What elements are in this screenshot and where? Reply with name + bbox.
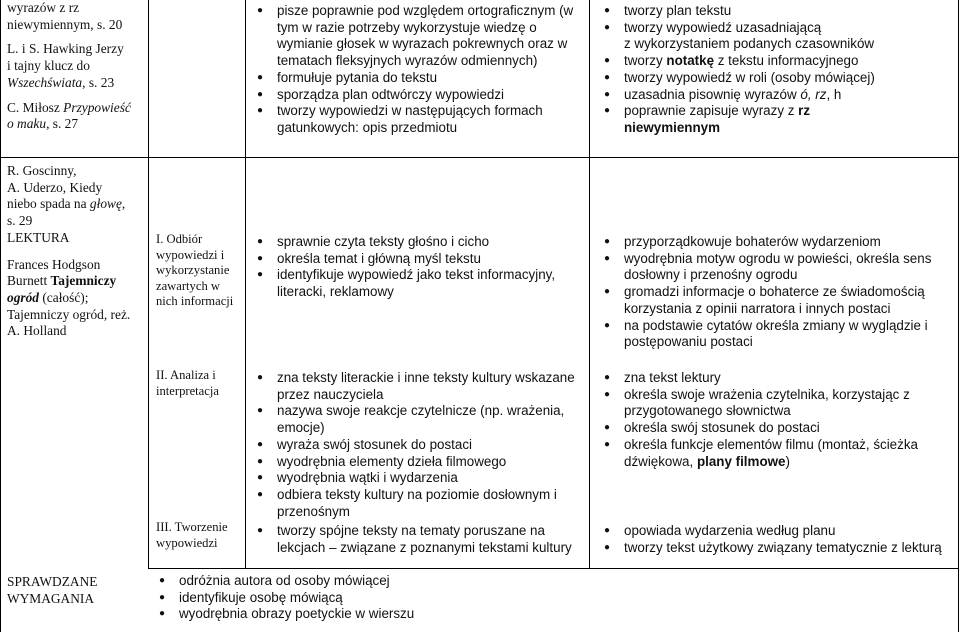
- list-item: ● zna teksty literackie i inne teksty kultury wskazane przez nauczyciela: [253, 370, 583, 403]
- bullet-list: [600, 3, 955, 137]
- text-line: R. Goscinny,: [7, 163, 77, 178]
- list-item: ● na podstawie cytatów określa zmiany w wyglądzie i postępowaniu postaci: [600, 318, 955, 351]
- list-item: ● wyodrębnia obrazy poetyckie w wierszu: [155, 606, 575, 623]
- section-analiza: [156, 368, 242, 399]
- list-item: ● identyfikuje osobę mówiącą: [155, 590, 575, 607]
- list-item: ● identyfikuje wypowiedź jako tekst informacyjny, literacki, reklamowy: [253, 267, 583, 300]
- lektura-heading: LEKTURA: [7, 229, 70, 245]
- list-item: ● odróżnia autora od osoby mówiącej: [155, 573, 575, 590]
- item-text: uzasadnia pisownię wyrazów: [624, 86, 801, 102]
- item-bold: plany filmowe: [696, 453, 786, 469]
- item-italic: ó, rz: [800, 86, 827, 102]
- row2-skills-analiza: [253, 370, 583, 520]
- list-item: ● wyodrębnia motyw ogrodu w powieści, określa sens dosłowny i przenośny ogrodu: [600, 251, 955, 284]
- text-line: SPRAWDZANE: [7, 574, 98, 589]
- list-item: [600, 20, 955, 53]
- list-item: [600, 87, 955, 104]
- author: C. Miłosz: [7, 99, 64, 115]
- list-item: ● tworzy spójne teksty na tematy poruszane na lekcjach – związane z poznanymi tekstami kultury: [253, 523, 583, 556]
- text-line: [7, 196, 145, 213]
- item-text: poprawnie zapisuje wyrazy z: [624, 103, 799, 119]
- item-text: określa funkcje elementów filmu (montaż, ścieżka dźwiękowa,: [624, 436, 918, 469]
- section-odbior: [156, 232, 242, 310]
- text-line: L. i S. Hawking Jerzy: [7, 41, 124, 57]
- item-text: niebo spada na: [7, 196, 90, 212]
- bullet-list: [600, 523, 955, 556]
- item-text: (całość);: [39, 289, 89, 305]
- book-title: głowę: [89, 196, 122, 212]
- text-line: Tajemniczy ogród, reż.: [7, 306, 131, 322]
- book-title: Tajemniczy: [50, 273, 117, 289]
- section-label: II. Analiza i interpretacja: [156, 368, 219, 398]
- list-item: ● przyporządkowuje bohaterów wydarzeniom: [600, 234, 955, 251]
- book-title: Wszechświata: [7, 74, 83, 90]
- bullet-list: [253, 523, 583, 556]
- text-line: s. 29: [7, 213, 33, 229]
- row2-skills-odbior: [253, 234, 583, 301]
- list-item: ● sprawnie czyta teksty głośno i cicho: [253, 234, 583, 251]
- text-line: wyrazów z rz: [7, 0, 80, 15]
- table-border-left: [0, 0, 1, 632]
- section-label: III. Tworzenie wypowiedzi: [156, 520, 228, 550]
- list-item: ● tworzy tekst użytkowy związany tematycznie z lekturą: [600, 540, 955, 557]
- item-bold: rz: [798, 103, 811, 119]
- row1-goals-list: [600, 3, 955, 137]
- item-text: ): [785, 453, 790, 469]
- list-item: ● określa swój stosunek do postaci: [600, 420, 955, 437]
- list-item: ● tworzy wypowiedź w roli (osoby mówiącej): [600, 70, 955, 87]
- list-item: ● nazywa swoje reakcje czytelnicze (np. wrażenia, emocje): [253, 403, 583, 436]
- book-title: ogród: [7, 289, 39, 305]
- text-line: [7, 75, 145, 92]
- list-item: [600, 103, 955, 136]
- text-line: A. Holland: [7, 323, 67, 339]
- list-item: ● wyraża swój stosunek do postaci: [253, 437, 583, 454]
- list-item: ● wyodrębnia elementy dzieła filmowego: [253, 454, 583, 471]
- required-skills: [155, 573, 575, 623]
- list-item: ● formułuje pytania do tekstu: [253, 70, 583, 87]
- item-text: z wykorzystaniem podanych czasowników: [624, 36, 875, 52]
- list-item: ● opowiada wydarzenia według planu: [600, 523, 955, 540]
- section-divider: [148, 568, 959, 569]
- book-title: Przypowieść: [63, 99, 131, 115]
- item-text: tworzy: [624, 53, 667, 69]
- section-label: I. Odbiór wypowiedzi i wykorzystanie zawartych w nich informacji: [156, 232, 234, 309]
- table-border-col2: [245, 0, 246, 568]
- text-line: Frances Hodgson: [7, 256, 101, 272]
- item-text: tworzy wypowiedź uzasadniającą: [624, 19, 822, 35]
- item-text: , h: [826, 86, 842, 102]
- row2-goals-tworzenie: [600, 523, 955, 556]
- bullet-list: [600, 234, 955, 351]
- row2-goals-odbior: [600, 234, 955, 351]
- book-title: o maku: [7, 116, 47, 132]
- text-line: A. Uderzo, Kiedy: [7, 179, 103, 195]
- list-item: ● tworzy wypowiedzi w następujących formach gatunkowych: opis przedmiotu: [253, 103, 583, 136]
- list-item: ● określa temat i główną myśl tekstu: [253, 251, 583, 268]
- item-text: Burnett: [7, 273, 51, 289]
- item-bold: niewymiennym: [624, 119, 720, 135]
- item-bold: notatkę: [666, 53, 715, 69]
- text-line: [7, 116, 145, 133]
- list-item: ● tworzy plan tekstu: [600, 3, 955, 20]
- table-border-col1: [148, 0, 149, 568]
- item-text: z tekstu informacyjnego: [714, 53, 859, 69]
- row2-goals-analiza: [600, 370, 955, 470]
- table-border-col3: [589, 0, 590, 568]
- text-line: [7, 100, 145, 117]
- text-line: niewymiennym, s. 20: [7, 16, 123, 32]
- list-item: ● odbiera teksty kultury na poziomie dosłownym i przenośnym: [253, 487, 583, 520]
- text-line: [7, 273, 145, 290]
- required-label: [7, 574, 145, 607]
- table-border-right: [958, 0, 959, 632]
- bullet-list: [600, 370, 955, 470]
- list-item: ● określa swoje wrażenia czytelnika, korzystając z przygotowanego słownictwa: [600, 387, 955, 420]
- text-line: WYMAGANIA: [7, 590, 95, 606]
- bullet-list: [155, 573, 575, 623]
- bullet-list: [253, 234, 583, 301]
- row2-reading-list: [7, 163, 145, 340]
- list-item: ● pisze poprawnie pod względem ortograficznym (w tym w razie potrzeby wykorzystuje wiedzę o wymianie głosek w wyrazach pokrewnych oraz w tematach fleksyjnych wyrazów odmiennych): [253, 3, 583, 70]
- section-tworzenie: [156, 520, 242, 551]
- row1-reading-list: [7, 0, 145, 133]
- bullet-list: [253, 3, 583, 137]
- text-line: [7, 290, 145, 307]
- bullet-list: [253, 370, 583, 520]
- row1-skills-list: [253, 3, 583, 137]
- page-ref: , s. 27: [46, 116, 79, 132]
- list-item: ● wyodrębnia wątki i wydarzenia: [253, 470, 583, 487]
- list-item: ● sporządza plan odtwórczy wypowiedzi: [253, 87, 583, 104]
- page-ref: , s. 23: [82, 74, 115, 90]
- text-line: i tajny klucz do: [7, 58, 90, 74]
- row2-skills-tworzenie: [253, 523, 583, 556]
- list-item: ● zna tekst lektury: [600, 370, 955, 387]
- item-text: ,: [121, 196, 126, 212]
- list-item: [600, 53, 955, 70]
- row-divider: [0, 157, 959, 158]
- list-item: [600, 437, 955, 470]
- list-item: ● gromadzi informacje o bohaterce ze świadomością korzystania z opinii narratora i innych postaci: [600, 284, 955, 317]
